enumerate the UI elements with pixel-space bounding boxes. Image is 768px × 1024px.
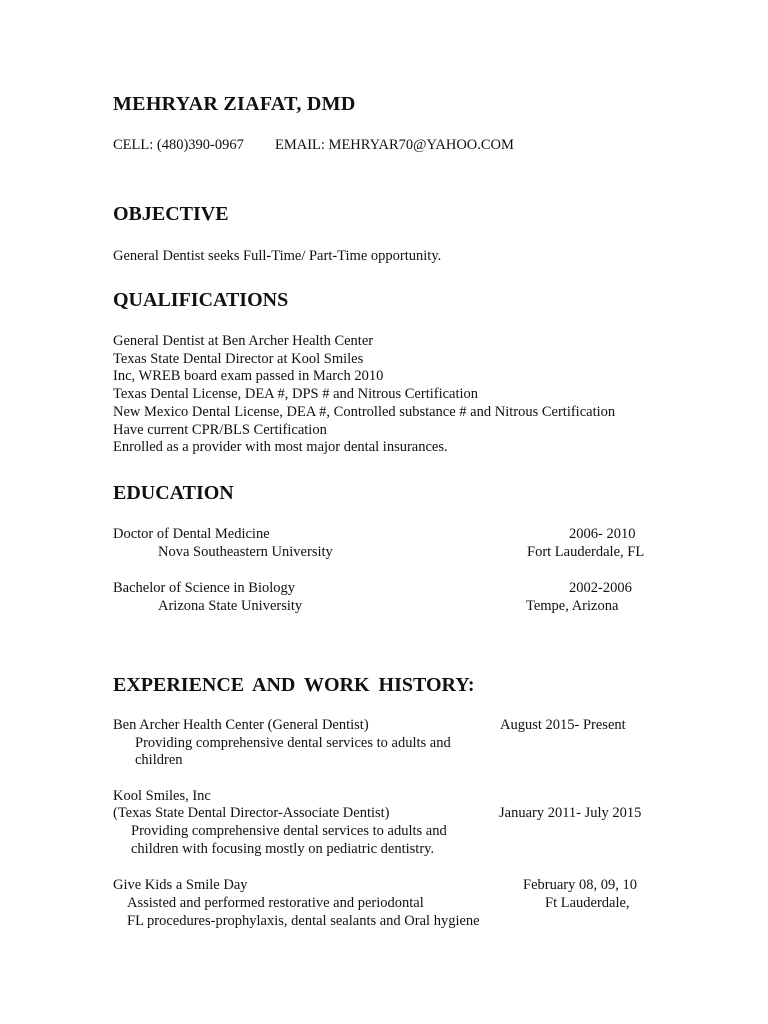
education-degree: Bachelor of Science in Biology xyxy=(113,580,296,596)
education-location: Tempe, Arizona xyxy=(526,598,619,614)
experience-title: Ben Archer Health Center (General Dentist) xyxy=(113,717,369,733)
experience-dates: August 2015- Present xyxy=(500,717,626,733)
contact-email: EMAIL: MEHRYAR70@YAHOO.COM xyxy=(275,137,514,153)
objective-heading: OBJECTIVE xyxy=(113,203,229,225)
education-degree: Doctor of Dental Medicine xyxy=(113,526,270,542)
experience-organization: Kool Smiles, Inc xyxy=(113,788,211,804)
education-location: Fort Lauderdale, FL xyxy=(527,544,645,560)
qualification-item: Enrolled as a provider with most major dental insurances. xyxy=(113,439,448,456)
qualification-item: New Mexico Dental License, DEA #, Controlled substance # and Nitrous Certification xyxy=(113,403,616,420)
experience-description: Providing comprehensive dental services to adults and xyxy=(131,823,447,839)
qualification-item: Texas Dental License, DEA #, DPS # and Nitrous Certification xyxy=(113,386,479,403)
qualification-item: Texas State Dental Director at Kool Smiles xyxy=(113,350,364,367)
education-school: Nova Southeastern University xyxy=(158,544,333,560)
experience-description: Assisted and performed restorative and periodontal xyxy=(127,895,424,911)
qualification-item: General Dentist at Ben Archer Health Center xyxy=(113,333,374,349)
resume-name: MEHRYAR ZIAFAT, DMD xyxy=(113,93,356,115)
qualifications-heading: QUALIFICATIONS xyxy=(113,289,289,311)
education-school: Arizona State University xyxy=(158,598,303,614)
education-heading: EDUCATION xyxy=(113,482,234,504)
experience-title: (Texas State Dental Director-Associate Dentist) xyxy=(113,805,390,821)
experience-heading: EXPERIENCE AND WORK HISTORY: xyxy=(113,674,475,696)
qualification-item: Have current CPR/BLS Certification xyxy=(113,421,327,438)
experience-dates: February 08, 09, 10 xyxy=(523,877,637,893)
experience-description: FL procedures-prophylaxis, dental sealants and Oral hygiene xyxy=(127,913,480,929)
contact-cell: CELL: (480)390-0967 xyxy=(113,137,244,153)
experience-location: Ft Lauderdale, xyxy=(545,895,630,911)
qualification-item: Inc, WREB board exam passed in March 2010 xyxy=(113,368,384,385)
experience-title: Give Kids a Smile Day xyxy=(113,877,248,893)
experience-dates: January 2011- July 2015 xyxy=(499,805,642,821)
experience-description: children xyxy=(135,752,183,768)
objective-text: General Dentist seeks Full-Time/ Part-Time opportunity. xyxy=(113,248,442,264)
education-dates: 2002-2006 xyxy=(569,580,632,596)
experience-description: Providing comprehensive dental services to adults and xyxy=(135,735,451,751)
qualifications-list xyxy=(113,333,615,457)
experience-description: children with focusing mostly on pediatric dentistry. xyxy=(131,841,435,857)
education-dates: 2006- 2010 xyxy=(569,526,636,542)
